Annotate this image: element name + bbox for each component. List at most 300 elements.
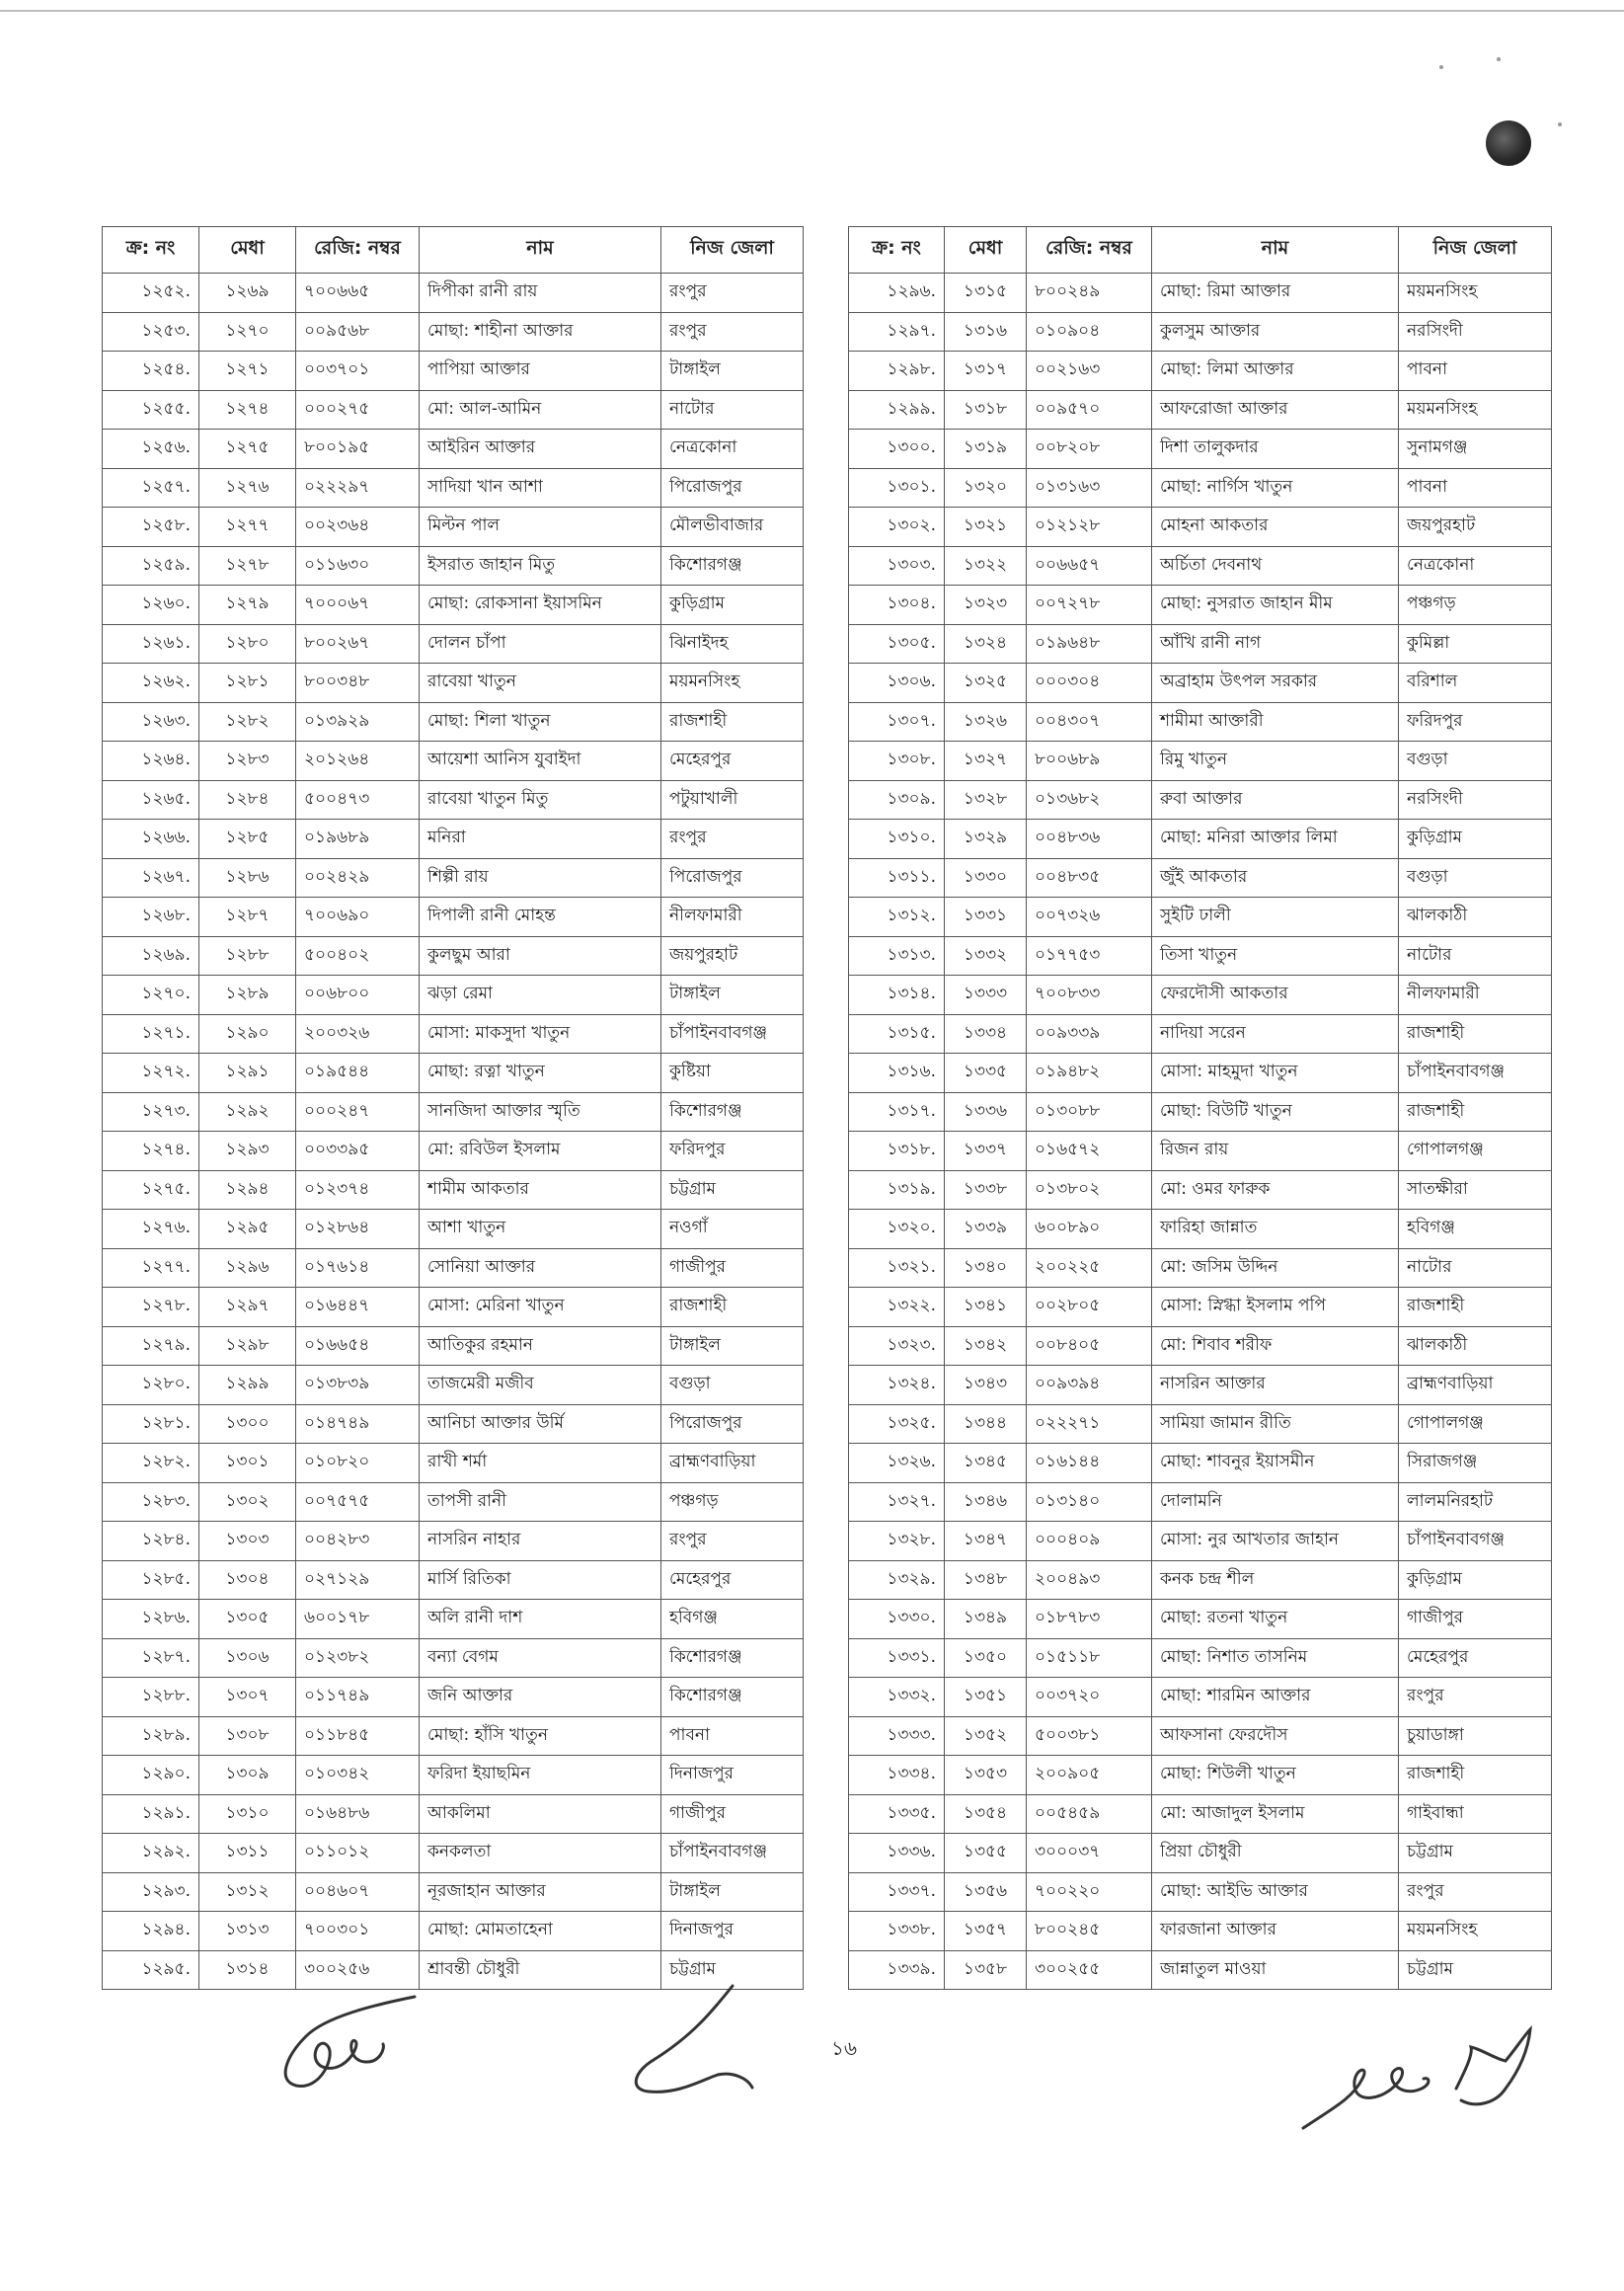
merit-cell: ১৩৪৮ — [945, 1560, 1027, 1600]
district-cell: রংপুর — [1399, 1872, 1552, 1912]
merit-cell: ১২৬৯ — [199, 274, 296, 313]
table-row — [103, 1288, 804, 1327]
serial-cell: ১২৯২. — [103, 1834, 199, 1873]
reg-no-cell: ০০২৩৬৪ — [296, 508, 420, 547]
reg-no-cell: ০০৭২৭৮ — [1027, 586, 1152, 625]
merit-cell: ১২৭৭ — [199, 508, 296, 547]
merit-cell: ১৩১৮ — [945, 390, 1027, 430]
district-cell: ফরিদপুর — [661, 1132, 804, 1171]
table-row — [849, 1054, 1552, 1093]
reg-no-cell: ৫০০৩৮১ — [1027, 1716, 1152, 1756]
district-cell: পাবনা — [1399, 352, 1552, 391]
serial-cell: ১৩২৮. — [849, 1522, 945, 1561]
district-cell: গাজীপুর — [1399, 1600, 1552, 1639]
district-cell: কিশোরগঞ্জ — [661, 1638, 804, 1678]
table-row — [849, 702, 1552, 742]
serial-cell: ১২৬৭. — [103, 858, 199, 898]
serial-cell: ১৩০৭. — [849, 702, 945, 742]
district-cell: রংপুর — [661, 820, 804, 859]
serial-cell: ১২৭০. — [103, 976, 199, 1015]
table-row — [103, 1404, 804, 1444]
serial-cell: ১৩১৯. — [849, 1170, 945, 1210]
merit-cell: ১২৮৬ — [199, 858, 296, 898]
table-row — [103, 1248, 804, 1288]
district-cell: টাঙ্গাইল — [661, 1872, 804, 1912]
handwritten-signature — [1283, 2010, 1550, 2148]
name-cell: মোছা: লিমা আক্তার — [1152, 352, 1399, 391]
name-cell: শ্রাবন্তী চৌধুরী — [420, 1950, 661, 1990]
reg-no-cell: ৫০০৪০২ — [296, 936, 420, 976]
reg-no-cell: ৬০০১৭৮ — [296, 1600, 420, 1639]
merit-cell: ১৩৪১ — [945, 1288, 1027, 1327]
reg-no-cell: ০১২১২৮ — [1027, 508, 1152, 547]
table-row — [103, 1366, 804, 1405]
reg-no-cell: ৭০০২২০ — [1027, 1872, 1152, 1912]
punch-hole-mark — [1486, 120, 1531, 166]
serial-cell: ১২৯৪. — [103, 1912, 199, 1951]
table-row — [849, 1950, 1552, 1990]
table-row — [849, 1444, 1552, 1483]
merit-cell: ১২৮৯ — [199, 976, 296, 1015]
district-cell: সুনামগঞ্জ — [1399, 430, 1552, 469]
col-header-name: নাম — [420, 227, 661, 274]
name-cell: দিপীকা রানী রায় — [420, 274, 661, 313]
merit-cell: ১২৯০ — [199, 1014, 296, 1054]
table-row — [103, 1638, 804, 1678]
name-cell: প্রিয়া চৌধুরী — [1152, 1834, 1399, 1873]
merit-list-table-left — [102, 226, 804, 1990]
reg-no-cell: ৫০০৪৭৩ — [296, 780, 420, 820]
merit-cell: ১২৯৩ — [199, 1132, 296, 1171]
reg-no-cell: ০১৩৬৮২ — [1027, 780, 1152, 820]
scan-speck — [1558, 122, 1562, 126]
reg-no-cell: ০২৭১২৯ — [296, 1560, 420, 1600]
table-row — [849, 1170, 1552, 1210]
serial-cell: ১৩০২. — [849, 508, 945, 547]
table-row — [103, 468, 804, 508]
reg-no-cell: ০০২৪২৯ — [296, 858, 420, 898]
reg-no-cell: ০০৮৪০৫ — [1027, 1326, 1152, 1366]
district-cell: রাজশাহী — [1399, 1288, 1552, 1327]
reg-no-cell: ০০০৩০৪ — [1027, 664, 1152, 703]
table-row — [103, 1210, 804, 1249]
table-row — [849, 1872, 1552, 1912]
table-row — [103, 1444, 804, 1483]
table-row — [849, 312, 1552, 352]
reg-no-cell: ৮০০২৬৭ — [296, 624, 420, 664]
serial-cell: ১৩৩৩. — [849, 1716, 945, 1756]
district-cell: পিরোজপুর — [661, 468, 804, 508]
reg-no-cell: ০১৩৮৩৯ — [296, 1366, 420, 1405]
table-row — [849, 624, 1552, 664]
serial-cell: ১২৭৮. — [103, 1288, 199, 1327]
serial-cell: ১২৯৭. — [849, 312, 945, 352]
serial-cell: ১৩৩৬. — [849, 1834, 945, 1873]
district-cell: লালমনিরহাট — [1399, 1482, 1552, 1522]
table-row — [849, 1092, 1552, 1132]
col-header-reg-no: রেজি: নম্বর — [296, 227, 420, 274]
reg-no-cell: ৭০০৬৯০ — [296, 898, 420, 937]
merit-cell: ১২৮০ — [199, 624, 296, 664]
name-cell: মো: ওমর ফারুক — [1152, 1170, 1399, 1210]
table-row — [849, 586, 1552, 625]
name-cell: মো: আজাদুল ইসলাম — [1152, 1794, 1399, 1834]
name-cell: রাবেয়া খাতুন — [420, 664, 661, 703]
table-row — [103, 664, 804, 703]
table-row — [849, 820, 1552, 859]
serial-cell: ১৩১৫. — [849, 1014, 945, 1054]
merit-cell: ১৩৫৬ — [945, 1872, 1027, 1912]
merit-cell: ১৩৫০ — [945, 1638, 1027, 1678]
reg-no-cell: ০০৪৮৩৫ — [1027, 858, 1152, 898]
merit-cell: ১৩৫৪ — [945, 1794, 1027, 1834]
district-cell: মেহেরপুর — [661, 742, 804, 781]
serial-cell: ১২৭৬. — [103, 1210, 199, 1249]
reg-no-cell: ৮০০২৪৯ — [1027, 274, 1152, 313]
district-cell: বগুড়া — [661, 1366, 804, 1405]
table-row — [849, 1794, 1552, 1834]
district-cell: হবিগঞ্জ — [661, 1600, 804, 1639]
district-cell: নওগাঁ — [661, 1210, 804, 1249]
merit-cell: ১৩১৯ — [945, 430, 1027, 469]
merit-cell: ১৩২০ — [945, 468, 1027, 508]
name-cell: মোছা: শিলা খাতুন — [420, 702, 661, 742]
merit-cell: ১২৯৯ — [199, 1366, 296, 1405]
merit-cell: ১২৭৪ — [199, 390, 296, 430]
name-cell: কনক চন্দ্র শীল — [1152, 1560, 1399, 1600]
reg-no-cell: ৭০০০৬৭ — [296, 586, 420, 625]
name-cell: শামীমা আক্তারী — [1152, 702, 1399, 742]
col-header-serial: ক্র: নং — [103, 227, 199, 274]
merit-cell: ১৩৪২ — [945, 1326, 1027, 1366]
serial-cell: ১৩২৬. — [849, 1444, 945, 1483]
district-cell: রংপুর — [661, 1522, 804, 1561]
table-row — [849, 430, 1552, 469]
table-row — [103, 1834, 804, 1873]
district-cell: বরিশাল — [1399, 664, 1552, 703]
name-cell: ফারিহা জান্নাত — [1152, 1210, 1399, 1249]
merit-cell: ১২৮২ — [199, 702, 296, 742]
district-cell: ময়মনসিংহ — [1399, 274, 1552, 313]
table-row — [849, 1678, 1552, 1717]
serial-cell: ১৩১১. — [849, 858, 945, 898]
name-cell: মো: রবিউল ইসলাম — [420, 1132, 661, 1171]
merit-cell: ১৩৩১ — [945, 898, 1027, 937]
table-row — [103, 274, 804, 313]
merit-cell: ১২৮১ — [199, 664, 296, 703]
scan-speck — [1439, 65, 1443, 69]
table-row — [103, 1716, 804, 1756]
reg-no-cell: ০০৪৬০৭ — [296, 1872, 420, 1912]
col-header-reg-no: রেজি: নম্বর — [1027, 227, 1152, 274]
district-cell: মেহেরপুর — [661, 1560, 804, 1600]
name-cell: মোছা: রত্না খাতুন — [420, 1054, 661, 1093]
name-cell: মার্সি রিতিকা — [420, 1560, 661, 1600]
serial-cell: ১৩১২. — [849, 898, 945, 937]
district-cell: পিরোজপুর — [661, 858, 804, 898]
name-cell: ফেরদৌসী আকতার — [1152, 976, 1399, 1015]
name-cell: মো: জসিম উদ্দিন — [1152, 1248, 1399, 1288]
name-cell: ফরিদা ইয়াছমিন — [420, 1756, 661, 1795]
merit-cell: ১৩২১ — [945, 508, 1027, 547]
serial-cell: ১৩২২. — [849, 1288, 945, 1327]
reg-no-cell: ০০৪৮৩৬ — [1027, 820, 1152, 859]
merit-cell: ১২৭১ — [199, 352, 296, 391]
serial-cell: ১২৮৯. — [103, 1716, 199, 1756]
reg-no-cell: ০০৭৫৭৫ — [296, 1482, 420, 1522]
district-cell: দিনাজপুর — [661, 1756, 804, 1795]
name-cell: মোছা: শাহীনা আক্তার — [420, 312, 661, 352]
handwritten-signature — [624, 1981, 782, 2099]
district-cell: ঝিনাইদহ — [661, 624, 804, 664]
merit-cell: ১৩৫৫ — [945, 1834, 1027, 1873]
name-cell: মোসা: স্নিগ্ধা ইসলাম পপি — [1152, 1288, 1399, 1327]
name-cell: রাখী শর্মা — [420, 1444, 661, 1483]
serial-cell: ১৩২১. — [849, 1248, 945, 1288]
reg-no-cell: ০১৯৫৪৪ — [296, 1054, 420, 1093]
merit-cell: ১৩০৪ — [199, 1560, 296, 1600]
table-row — [849, 274, 1552, 313]
name-cell: জুঁই আকতার — [1152, 858, 1399, 898]
serial-cell: ১২৬৯. — [103, 936, 199, 976]
district-cell: গাইবান্ধা — [1399, 1794, 1552, 1834]
merit-cell: ১৩৪০ — [945, 1248, 1027, 1288]
district-cell: মেহেরপুর — [1399, 1638, 1552, 1678]
merit-cell: ১৩০৮ — [199, 1716, 296, 1756]
table-row — [849, 546, 1552, 586]
table-row — [103, 1326, 804, 1366]
district-cell: সিরাজগঞ্জ — [1399, 1444, 1552, 1483]
merit-cell: ১২৯৬ — [199, 1248, 296, 1288]
district-cell: ময়মনসিংহ — [661, 664, 804, 703]
table-row — [849, 1248, 1552, 1288]
serial-cell: ১২৯৩. — [103, 1872, 199, 1912]
serial-cell: ১৩২৩. — [849, 1326, 945, 1366]
name-cell: সাদিয়া খান আশা — [420, 468, 661, 508]
merit-cell: ১২৯৮ — [199, 1326, 296, 1366]
reg-no-cell: ০০৬৮০০ — [296, 976, 420, 1015]
reg-no-cell: ০০০২৪৭ — [296, 1092, 420, 1132]
district-cell: নরসিংদী — [1399, 780, 1552, 820]
name-cell: দিশা তালুকদার — [1152, 430, 1399, 469]
district-cell: নরসিংদী — [1399, 312, 1552, 352]
district-cell: কিশোরগঞ্জ — [661, 546, 804, 586]
reg-no-cell: ০০৯৩৩৯ — [1027, 1014, 1152, 1054]
serial-cell: ১২৯৮. — [849, 352, 945, 391]
reg-no-cell: ০১০৩৪২ — [296, 1756, 420, 1795]
table-row — [849, 1132, 1552, 1171]
name-cell: সানজিদা আক্তার স্মৃতি — [420, 1092, 661, 1132]
reg-no-cell: ০০৫৪৫৯ — [1027, 1794, 1152, 1834]
merit-cell: ১২৯২ — [199, 1092, 296, 1132]
merit-cell: ১৩১৭ — [945, 352, 1027, 391]
name-cell: দোলন চাঁপা — [420, 624, 661, 664]
merit-cell: ১৩৪৬ — [945, 1482, 1027, 1522]
reg-no-cell: ০০০২৭৫ — [296, 390, 420, 430]
name-cell: আইরিন আক্তার — [420, 430, 661, 469]
name-cell: মোছা: মোমতাহেনা — [420, 1912, 661, 1951]
district-cell: রংপুর — [661, 312, 804, 352]
reg-no-cell: ২০০২২৫ — [1027, 1248, 1152, 1288]
serial-cell: ১৩০৫. — [849, 624, 945, 664]
reg-no-cell: ০১৪৭৪৯ — [296, 1404, 420, 1444]
serial-cell: ১২৭৯. — [103, 1326, 199, 1366]
merit-cell: ১৩১১ — [199, 1834, 296, 1873]
serial-cell: ১৩২৯. — [849, 1560, 945, 1600]
reg-no-cell: ০১৭৭৫৩ — [1027, 936, 1152, 976]
table-row — [103, 936, 804, 976]
merit-cell: ১২৭৮ — [199, 546, 296, 586]
table-row — [103, 702, 804, 742]
serial-cell: ১৩১৬. — [849, 1054, 945, 1093]
reg-no-cell: ০১৬৬৫৪ — [296, 1326, 420, 1366]
name-cell: তাপসী রানী — [420, 1482, 661, 1522]
reg-no-cell: ০১৬৪৪৭ — [296, 1288, 420, 1327]
merit-cell: ১৩০৭ — [199, 1678, 296, 1717]
district-cell: ফরিদপুর — [1399, 702, 1552, 742]
table-row — [103, 1756, 804, 1795]
name-cell: নূরজাহান আক্তার — [420, 1872, 661, 1912]
serial-cell: ১২৭৫. — [103, 1170, 199, 1210]
serial-cell: ১২৯৯. — [849, 390, 945, 430]
table-row — [103, 976, 804, 1015]
name-cell: মোছা: বিউটি খাতুন — [1152, 1092, 1399, 1132]
district-cell: নেত্রকোনা — [661, 430, 804, 469]
merit-cell: ১২৭০ — [199, 312, 296, 352]
reg-no-cell: ০১৮৭৮৩ — [1027, 1600, 1152, 1639]
serial-cell: ১২৫৯. — [103, 546, 199, 586]
reg-no-cell: ৭০০৩০১ — [296, 1912, 420, 1951]
serial-cell: ১৩৩৪. — [849, 1756, 945, 1795]
district-cell: গোপালগঞ্জ — [1399, 1132, 1552, 1171]
district-cell: গাজীপুর — [661, 1794, 804, 1834]
reg-no-cell: ০১৯৬৪৮ — [1027, 624, 1152, 664]
reg-no-cell: ০১২৩৭৪ — [296, 1170, 420, 1210]
table-row — [849, 390, 1552, 430]
reg-no-cell: ০১৩১৪০ — [1027, 1482, 1152, 1522]
serial-cell: ১৩২৭. — [849, 1482, 945, 1522]
serial-cell: ১৩১৪. — [849, 976, 945, 1015]
merit-cell: ১৩২৯ — [945, 820, 1027, 859]
reg-no-cell: ৮০০২৪৫ — [1027, 1912, 1152, 1951]
merit-cell: ১২৮৫ — [199, 820, 296, 859]
serial-cell: ১২৭৩. — [103, 1092, 199, 1132]
reg-no-cell: ০১৯৬৮৯ — [296, 820, 420, 859]
name-cell: রিজন রায় — [1152, 1132, 1399, 1171]
serial-cell: ১২৮৭. — [103, 1638, 199, 1678]
table-row — [103, 1482, 804, 1522]
district-cell: নাটোর — [661, 390, 804, 430]
name-cell: মোছা: নার্গিস খাতুন — [1152, 468, 1399, 508]
name-cell: মোছা: রোকসানা ইয়াসমিন — [420, 586, 661, 625]
reg-no-cell: ০০৯৩৯৪ — [1027, 1366, 1152, 1405]
table-row — [849, 742, 1552, 781]
name-cell: জান্নাতুল মাওয়া — [1152, 1950, 1399, 1990]
district-cell: রংপুর — [1399, 1678, 1552, 1717]
table-row — [103, 352, 804, 391]
table-row — [103, 898, 804, 937]
serial-cell: ১৩৩৭. — [849, 1872, 945, 1912]
name-cell: রিমু খাতুন — [1152, 742, 1399, 781]
merit-cell: ১৩১৬ — [945, 312, 1027, 352]
table-row — [103, 1522, 804, 1561]
name-cell: আফসানা ফেরদৌস — [1152, 1716, 1399, 1756]
district-cell: চাঁপাইনবাবগঞ্জ — [661, 1834, 804, 1873]
merit-cell: ১৩০১ — [199, 1444, 296, 1483]
district-cell: নীলফামারী — [1399, 976, 1552, 1015]
district-cell: চাঁপাইনবাবগঞ্জ — [661, 1014, 804, 1054]
reg-no-cell: ০০৮২০৮ — [1027, 430, 1152, 469]
reg-no-cell: ০০৩৭০১ — [296, 352, 420, 391]
name-cell: আফরোজা আক্তার — [1152, 390, 1399, 430]
reg-no-cell: ০০২১৬৩ — [1027, 352, 1152, 391]
table-row — [103, 312, 804, 352]
reg-no-cell: ০১৬১৪৪ — [1027, 1444, 1152, 1483]
serial-cell: ১৩১৩. — [849, 936, 945, 976]
district-cell: ময়মনসিংহ — [1399, 390, 1552, 430]
table-row — [849, 1756, 1552, 1795]
district-cell: বগুড়া — [1399, 742, 1552, 781]
reg-no-cell: ০১৩০৮৮ — [1027, 1092, 1152, 1132]
name-cell: মোছা: রতনা খাতুন — [1152, 1600, 1399, 1639]
serial-cell: ১২৮৩. — [103, 1482, 199, 1522]
district-cell: গোপালগঞ্জ — [1399, 1404, 1552, 1444]
table-row — [103, 624, 804, 664]
merit-cell: ১৩৫৭ — [945, 1912, 1027, 1951]
merit-cell: ১২৮৭ — [199, 898, 296, 937]
scan-top-edge — [0, 10, 1624, 12]
name-cell: সুইটি ঢালী — [1152, 898, 1399, 937]
merit-cell: ১৩১০ — [199, 1794, 296, 1834]
reg-no-cell: ৩০০২৫৫ — [1027, 1950, 1152, 1990]
reg-no-cell: ০১৩১৬৩ — [1027, 468, 1152, 508]
reg-no-cell: ০১৫১১৮ — [1027, 1638, 1152, 1678]
table-row — [103, 1014, 804, 1054]
table-row — [103, 1560, 804, 1600]
serial-cell: ১২৫৭. — [103, 468, 199, 508]
name-cell: মোছা: নুসরাত জাহান মীম — [1152, 586, 1399, 625]
name-cell: মোছা: মনিরা আক্তার লিমা — [1152, 820, 1399, 859]
reg-no-cell: ০১৭৬১৪ — [296, 1248, 420, 1288]
name-cell: শামীম আকতার — [420, 1170, 661, 1210]
district-cell: নাটোর — [1399, 1248, 1552, 1288]
district-cell: রাজশাহী — [661, 1288, 804, 1327]
table-row — [849, 898, 1552, 937]
district-cell: কুড়িগ্রাম — [661, 586, 804, 625]
table-row — [849, 1210, 1552, 1249]
table-row — [103, 1170, 804, 1210]
table-row — [103, 1132, 804, 1171]
table-row — [849, 508, 1552, 547]
reg-no-cell: ০১৬৪৮৬ — [296, 1794, 420, 1834]
table-row — [849, 1014, 1552, 1054]
name-cell: নাসরিন আক্তার — [1152, 1366, 1399, 1405]
reg-no-cell: ৮০০৩৪৮ — [296, 664, 420, 703]
merit-cell: ১৩৪৯ — [945, 1600, 1027, 1639]
reg-no-cell: ০১১০১২ — [296, 1834, 420, 1873]
name-cell: নাদিয়া সরেন — [1152, 1014, 1399, 1054]
reg-no-cell: ০১২৩৮২ — [296, 1638, 420, 1678]
merit-cell: ১২৭৬ — [199, 468, 296, 508]
reg-no-cell: ২০১২৬৪ — [296, 742, 420, 781]
reg-no-cell: ২০০৩২৬ — [296, 1014, 420, 1054]
reg-no-cell: ২০০৪৯৩ — [1027, 1560, 1152, 1600]
serial-cell: ১২৭১. — [103, 1014, 199, 1054]
table-row — [849, 664, 1552, 703]
name-cell: মোছা: শিউলী খাতুন — [1152, 1756, 1399, 1795]
district-cell: নীলফামারী — [661, 898, 804, 937]
reg-no-cell: ০১১৭৪৯ — [296, 1678, 420, 1717]
